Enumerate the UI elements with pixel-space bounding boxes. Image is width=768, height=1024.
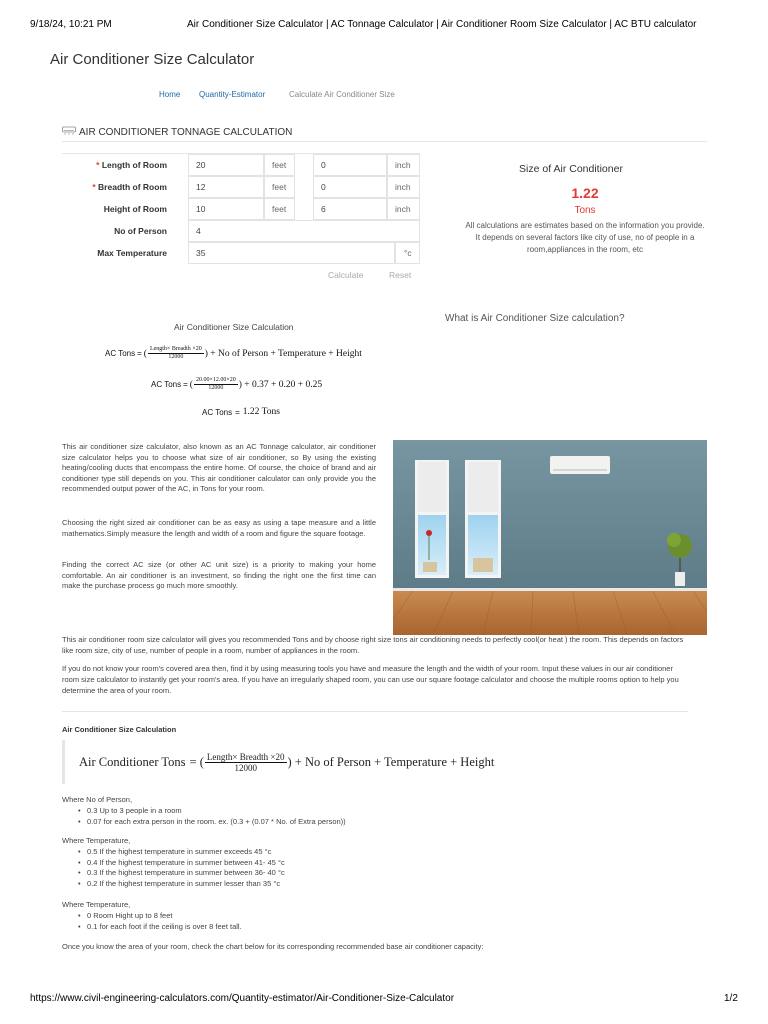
- result-tons: 1.22 Tons: [242, 407, 280, 417]
- equals-sign: =: [235, 407, 240, 417]
- length-inch-unit: inch: [387, 154, 420, 176]
- length-feet-unit: feet: [264, 154, 295, 176]
- result-unit: Tons: [574, 205, 596, 216]
- breadth-label: [92, 182, 167, 192]
- formula-rest: ) + 0.37 + 0.20 + 0.25: [238, 379, 323, 390]
- list-item: • 0 Room Hight up to 8 feet: [75, 911, 242, 922]
- formula-rest: ) + No of Person + Temperature + Height: [287, 754, 495, 769]
- breadcrumb-home-link[interactable]: Home: [159, 90, 181, 99]
- breadcrumb-quantity-estimator-link[interactable]: Quantity-Estimator: [199, 90, 266, 99]
- calculate-button[interactable]: Calculate: [328, 270, 364, 280]
- required-mark: *: [92, 182, 96, 192]
- height-inch-input[interactable]: 6: [313, 198, 387, 220]
- height-list-heading: Where Temperature,: [62, 900, 131, 909]
- temperature-list-heading: Where Temperature,: [62, 836, 131, 845]
- formula-section-heading: Air Conditioner Size Calculation: [62, 725, 177, 734]
- length-label-text: Length of Room: [101, 160, 167, 170]
- length-inch-input[interactable]: 0: [313, 154, 387, 176]
- open-paren: (: [143, 348, 147, 359]
- list-item: • 0.3 Up to 3 people in a room: [75, 806, 346, 817]
- what-is-heading: What is Air Conditioner Size calculation?: [445, 313, 625, 324]
- formula-eq: = (: [189, 754, 204, 769]
- fraction-denominator: 12000: [208, 385, 224, 391]
- height-label: Height of Room: [103, 204, 167, 214]
- list-item: • 0.07 for each extra person in the room. ex. (0.3 + (0.07 * No. of Extra person)): [75, 817, 346, 828]
- formula-result: [202, 407, 280, 417]
- priority-paragraph: Finding the correct AC size (or other AC unit size) is a priority to making your home comfortable. An air conditioner is an investment, so finding the right one the first time can make the purchase process go much more smoothly.: [62, 560, 376, 590]
- temperature-input[interactable]: 35: [188, 242, 395, 264]
- result-note: All calculations are estimates based on the information you provide. It depends on several factors like city of use, no of people in a room,appliances in the room, etc: [465, 221, 705, 254]
- temperature-unit: °c: [395, 242, 420, 264]
- formula-substituted: [151, 377, 322, 392]
- temperature-list: [75, 847, 285, 889]
- formula-fraction: [205, 752, 287, 773]
- formula-rest: ) + No of Person + Temperature + Height: [204, 348, 362, 359]
- open-paren: (: [189, 379, 193, 390]
- formula-general: [105, 346, 362, 361]
- temperature-label: Max Temperature: [97, 248, 167, 258]
- fraction-denominator: 12000: [168, 354, 184, 360]
- section-title-text: AIR CONDITIONER TONNAGE CALCULATION: [79, 127, 293, 138]
- ac-tons-label: AC Tons: [202, 407, 233, 417]
- height-list: [75, 911, 242, 932]
- calc-heading: Air Conditioner Size Calculation: [174, 322, 294, 332]
- breadth-label-text: Breadth of Room: [98, 182, 167, 192]
- room-illustration: [393, 440, 707, 635]
- equals-sign: =: [183, 380, 188, 389]
- persons-label: No of Person: [114, 226, 167, 236]
- required-mark: *: [96, 160, 100, 170]
- breadth-feet-input[interactable]: 12: [188, 176, 264, 198]
- formula-lhs: Air Conditioner Tons: [79, 754, 186, 769]
- persons-list: [75, 806, 346, 827]
- intro-paragraph: This air conditioner size calculator, also known as an AC Tonnage calculator, air conditioner size calculator helps you to choose what size of air conditioner, so By using the existing heating/cooling ducts that encompass the entire home. Of course, the choice of brand and air conditioner type still depends on you. This air conditioner calculator can only provide you the recommended output power of the AC, in Tons for your room.: [62, 442, 376, 493]
- list-item: • 0.3 If the highest temperature in summer between 36- 40 °c: [75, 868, 285, 879]
- persons-input[interactable]: 4: [188, 220, 420, 242]
- persons-list-heading: Where No of Person,: [62, 795, 133, 804]
- ac-tons-label: AC Tons: [151, 380, 182, 389]
- length-label: [96, 160, 167, 170]
- area-paragraph: If you do not know your room's covered area then, find it by using measuring tools you have and measure the length and the width of your room. Input these values in our air conditioner room size calculator to instantly get your room's area. If you have an irregularly shaped room, you can use our square footage calculator and choose the multiple rooms option to help you determine the area of your room.: [62, 664, 679, 695]
- breadth-inch-unit: inch: [387, 176, 420, 198]
- result-title: Size of Air Conditioner: [519, 163, 623, 175]
- section-divider: [62, 711, 688, 712]
- closing-text: Once you know the area of your room, check the chart below for its corresponding recommended base air conditioner capacity:: [62, 942, 484, 951]
- list-item: • 0.1 for each foot if the ceiling is over 8 feet tall.: [75, 922, 242, 933]
- height-feet-input[interactable]: 10: [188, 198, 264, 220]
- print-url: https://www.civil-engineering-calculators.com/Quantity-estimator/Air-Conditioner-Size-Calculator: [30, 993, 455, 1004]
- reset-button[interactable]: Reset: [389, 270, 412, 280]
- list-item: • 0.2 If the highest temperature in summer lesser than 35 °c: [75, 879, 285, 890]
- length-feet-input[interactable]: 20: [188, 154, 264, 176]
- formula-fraction: [148, 346, 204, 361]
- breadth-inch-input[interactable]: 0: [313, 176, 387, 198]
- sizing-paragraph: Choosing the right sized air conditioner can be as easy as using a tape measure and a little mathematics.Simply measure the length and width of a room and figure the square footage.: [62, 518, 376, 538]
- fraction-numerator: 20.00×12.00×20: [195, 377, 236, 383]
- print-page-number: 1/2: [724, 993, 738, 1004]
- fraction-denominator: 12000: [234, 762, 257, 773]
- breadth-feet-unit: feet: [264, 176, 295, 198]
- fraction-numerator: Length× Breadth ×20: [149, 346, 202, 352]
- print-page-title: Air Conditioner Size Calculator | AC Tonnage Calculator | Air Conditioner Room Size Calculator | AC BTU calculator: [187, 19, 697, 30]
- equals-sign: =: [137, 349, 142, 358]
- height-feet-unit: feet: [264, 198, 295, 220]
- ac-tons-label: AC Tons: [105, 349, 136, 358]
- room-size-paragraph: This air conditioner room size calculator will gives you recommended Tons and by choose right size tons air conditioning needs to perfectly cool(or heat ) the room. This depends on factors like room size, city of use, number of people in a room, number of appliances in the room.: [62, 635, 684, 655]
- section-heading: [62, 126, 292, 139]
- ac-unit-icon: [62, 126, 76, 139]
- page-title: Air Conditioner Size Calculator: [50, 51, 255, 68]
- height-inch-unit: inch: [387, 198, 420, 220]
- print-datetime: 9/18/24, 10:21 PM: [30, 19, 112, 30]
- breadcrumb-current: Calculate Air Conditioner Size: [289, 90, 395, 99]
- formula-fraction: [194, 377, 238, 392]
- result-value: 1.22: [571, 185, 599, 201]
- list-item: • 0.5 If the highest temperature in summer exceeds 45 °c: [75, 847, 285, 858]
- list-item: • 0.4 If the highest temperature in summer between 41- 45 °c: [75, 858, 285, 869]
- result-divider: [438, 141, 707, 142]
- fraction-numerator: Length× Breadth ×20: [206, 751, 285, 762]
- big-formula: [62, 740, 687, 784]
